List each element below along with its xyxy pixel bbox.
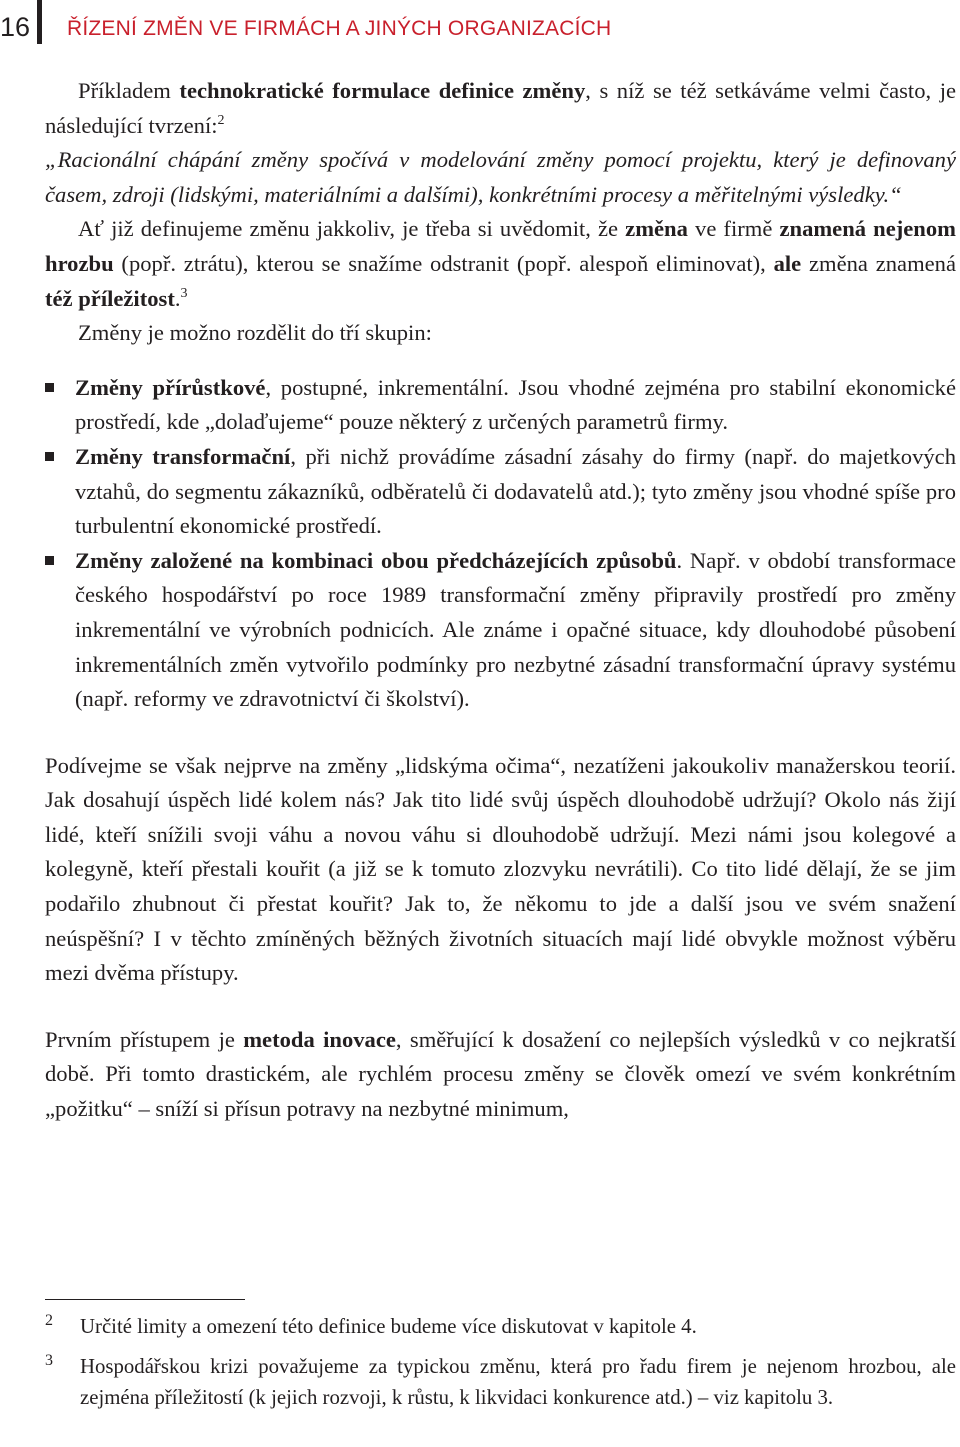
quote-definition: „Racionální chápání změny spočívá v modelování změny pomocí projektu, který je definovaný časem, zdroji (lidskými, materiálními a dalšími), konkrétními procesy a měřitelnými výsledky.“ [45, 147, 956, 207]
footnote-text: Hospodářskou krizi považujeme za typickou změnu, která pro řadu firem je nejenom hrozbou, ale zejména příležitostí (k jejich rozvoji, k růstu, k likvidaci konkurence atd.) – viz kapitolu 3. [80, 1355, 956, 1409]
body-text [45, 74, 956, 1127]
bullet-square-icon [45, 452, 54, 461]
footnote-number: 3 [45, 1352, 53, 1369]
footnote-ref: 3 [180, 285, 188, 301]
paragraph-innovation-method: Prvním přístupem je metoda inovace, směřující k dosažení co nejlepších výsledků v co nejkratší době. Při tomto drastickém, ale rychlém procesu změny se člověk omezí ve svém konkrétním „požitku“ – sníží si přísun potravy na nezbytné minimum, [45, 1026, 956, 1122]
footnote-text: Určité limity a omezení této definice budeme více diskutovat v kapitole 4. [80, 1315, 697, 1338]
paragraph-change-meaning: Ať již definujeme změnu jakkoliv, je třeba si uvědomit, že změna ve firmě znamená nejenom hrozbu (popř. ztrátu), kterou se snažíme odstranit (popř. alespoň eliminovat), ale změna znamená též příležitost.$^3$ [45, 216, 956, 311]
list-item: Změny založené na kombinaci obou předcházejících způsobů. Např. v období transformace českého hospodářství po roce 1989 transformační změny připravily prostředí pro změny inkrementální ve výrobních podnicích. Ale známe i opačné situace, kdy dlouhodobé působení inkrementálních změn vytvořilo podmínky pro nezbytné zásadní transformační úpravy systému (např. reformy ve zdravotnictví či školství). [45, 544, 956, 717]
bullet-square-icon [45, 383, 54, 392]
paragraph-intro: Příkladem technokratické formulace definice změny, s níž se též setkáváme velmi často, je následující tvrzení:$^2$ [45, 78, 956, 138]
paragraph-human-view: Podívejme se však nejprve na změny „lidskýma očima“, nezatíženi jakoukoliv manažerskou teorií. Jak dosahují úspěch lidé kolem nás? Jak tito lidé svůj úspěch dlouhodobě udržují? Okolo nás žijí lidé, kteří snížili svoji váhu a novou váhu si dlouhodobě udržují. Mezi námi jsou kolegové a kolegyně, kteří přestali kouřit (a již se k tomuto zlozvyku nevrátili). Co tito lidé dělají, že se jim podařilo zhubnout či přestat kouřit? Jak to, že někomu to jde a další jsou ve svém snažení neúspěšní? I v těchto zmíněných běžných životních situacích mají lidé obvykle možnost výběru mezi dvěma přístupy. [45, 752, 956, 986]
header-rule [37, 0, 42, 44]
page-header [0, 0, 960, 60]
change-types-list [45, 371, 956, 717]
page-number: 16 [0, 12, 31, 42]
running-title: ŘÍZENÍ ZMĚN VE FIRMÁCH A JINÝCH ORGANIZACÍCH [67, 17, 612, 40]
bold-term: technokratické formulace definice změny [179, 78, 586, 103]
footnotes [45, 1311, 956, 1422]
footnote-ref: 2 [217, 112, 225, 128]
list-item: Změny transformační, při nichž provádíme zásadní zásahy do firmy (např. do majetkových vztahů, do segmentu zákazníků, odběratelů či dodavatelů atd.); tyto změny jsou vhodné spíše pro turbulentní ekonomické prostředí. [45, 440, 956, 544]
list-item: Změny přírůstkové, postupné, inkrementální. Jsou vhodné zejména pro stabilní ekonomické prostředí, kde „dolaďujeme“ pouze některý z určených parametrů firmy. [45, 371, 956, 440]
footnote [45, 1311, 956, 1342]
bullet-square-icon [45, 556, 54, 565]
footnote-number: 2 [45, 1312, 53, 1329]
paragraph-groups-intro: Změny je možno rozdělit do tří skupin: [78, 320, 432, 346]
footnote [45, 1351, 956, 1413]
footnote-separator [45, 1299, 245, 1300]
